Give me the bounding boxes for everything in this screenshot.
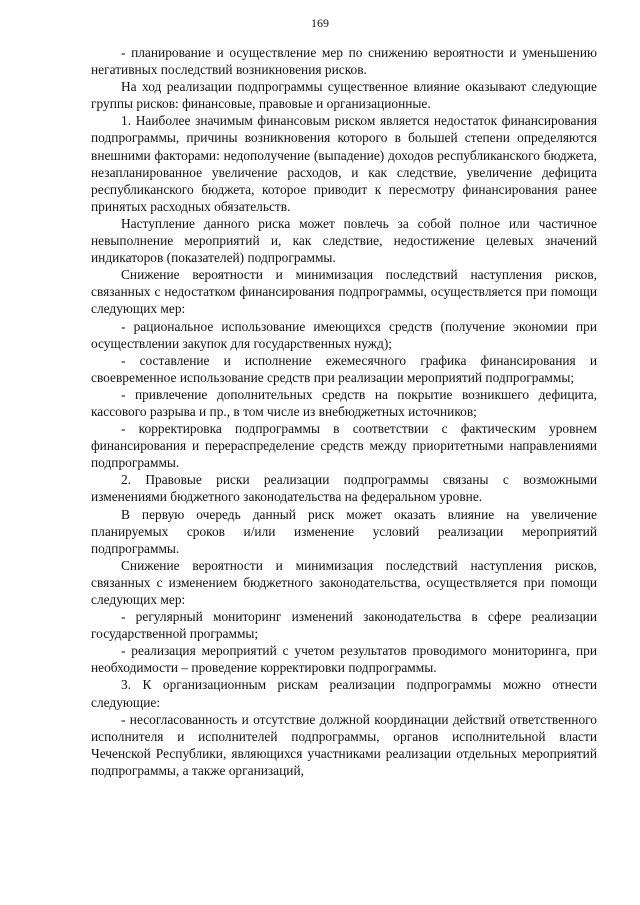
- paragraph-risk-consequences: Наступление данного риска может повлечь за собой полное или частичное невыполнение мероприятий и, как следствие, недостижение целевых значений индикаторов (показателей) подпрограммы.: [91, 215, 597, 266]
- paragraph-measure-rational-use: - рациональное использование имеющихся средств (получение экономии при осуществлении закупок для государственных нужд);: [91, 318, 597, 351]
- document-body: [91, 44, 597, 779]
- paragraph-risk-planning: - планирование и осуществление мер по снижению вероятности и уменьшению негативных последствий возникновения рисков.: [91, 45, 597, 78]
- paragraph-measure-additional-funds: - привлечение дополнительных средств на покрытие возникшего дефицита, кассового разрыва и пр., в том числе из внебюджетных источников;: [91, 386, 597, 419]
- paragraph-legal-risks: 2. Правовые риски реализации подпрограммы связаны с возможными изменениями бюджетного законодательства на федеральном уровне.: [91, 472, 597, 505]
- paragraph-measure-adjustment: - корректировка подпрограммы в соответствии с фактическим уровнем финансирования и перераспределение средств между приоритетными направлениями подпрограммы.: [91, 421, 597, 471]
- page-number: 169: [311, 16, 329, 30]
- paragraph-measure-monitoring: - регулярный мониторинг изменений законодательства в сфере реализации государственной программы;: [91, 609, 597, 642]
- paragraph-financial-measures-intro: Снижение вероятности и минимизация последствий наступления рисков, связанных с недостатком финансирования подпрограммы, осуществляется при помощи следующих мер:: [91, 267, 597, 317]
- paragraph-coordination-risk: - несогласованность и отсутствие должной координации действий ответственного исполнителя и исполнителей подпрограммы, органов исполнительной власти Чеченской Республики, являющихся участниками реализации отдельных мероприятий подпрограммы, а также организаций,: [91, 711, 597, 778]
- paragraph-measure-schedule: - составление и исполнение ежемесячного графика финансирования и своевременное использование средств при реализации мероприятий подпрограммы;: [91, 352, 597, 385]
- paragraph-risk-groups: На ход реализации подпрограммы существенное влияние оказывают следующие группы рисков: финансовые, правовые и организационные.: [91, 79, 597, 112]
- paragraph-financial-risk: 1. Наиболее значимым финансовым риском является недостаток финансирования подпрограммы, причины возникновения которого в большей степени определяются внешними факторами: недополучение (выпадение) доходов республиканского бюджета, незапланированное увеличение расходов, и как следствие, увеличение дефицита республиканского бюджета, которое приводит к пересмотру финансирования ранее принятых расходных обязательств.: [91, 113, 597, 214]
- paragraph-measure-implementation: - реализация мероприятий с учетом результатов проводимого мониторинга, при необходимости – проведение корректировки подпрограммы.: [91, 643, 597, 676]
- paragraph-legal-risk-impact: В первую очередь данный риск может оказать влияние на увеличение планируемых сроков и/или изменение условий реализации мероприятий подпрограммы.: [91, 506, 597, 556]
- paragraph-legal-measures-intro: Снижение вероятности и минимизация последствий наступления рисков, связанных с изменением бюджетного законодательства, осуществляется при помощи следующих мер:: [91, 557, 597, 607]
- paragraph-organizational-risks: 3. К организационным рискам реализации подпрограммы можно отнести следующие:: [91, 677, 597, 710]
